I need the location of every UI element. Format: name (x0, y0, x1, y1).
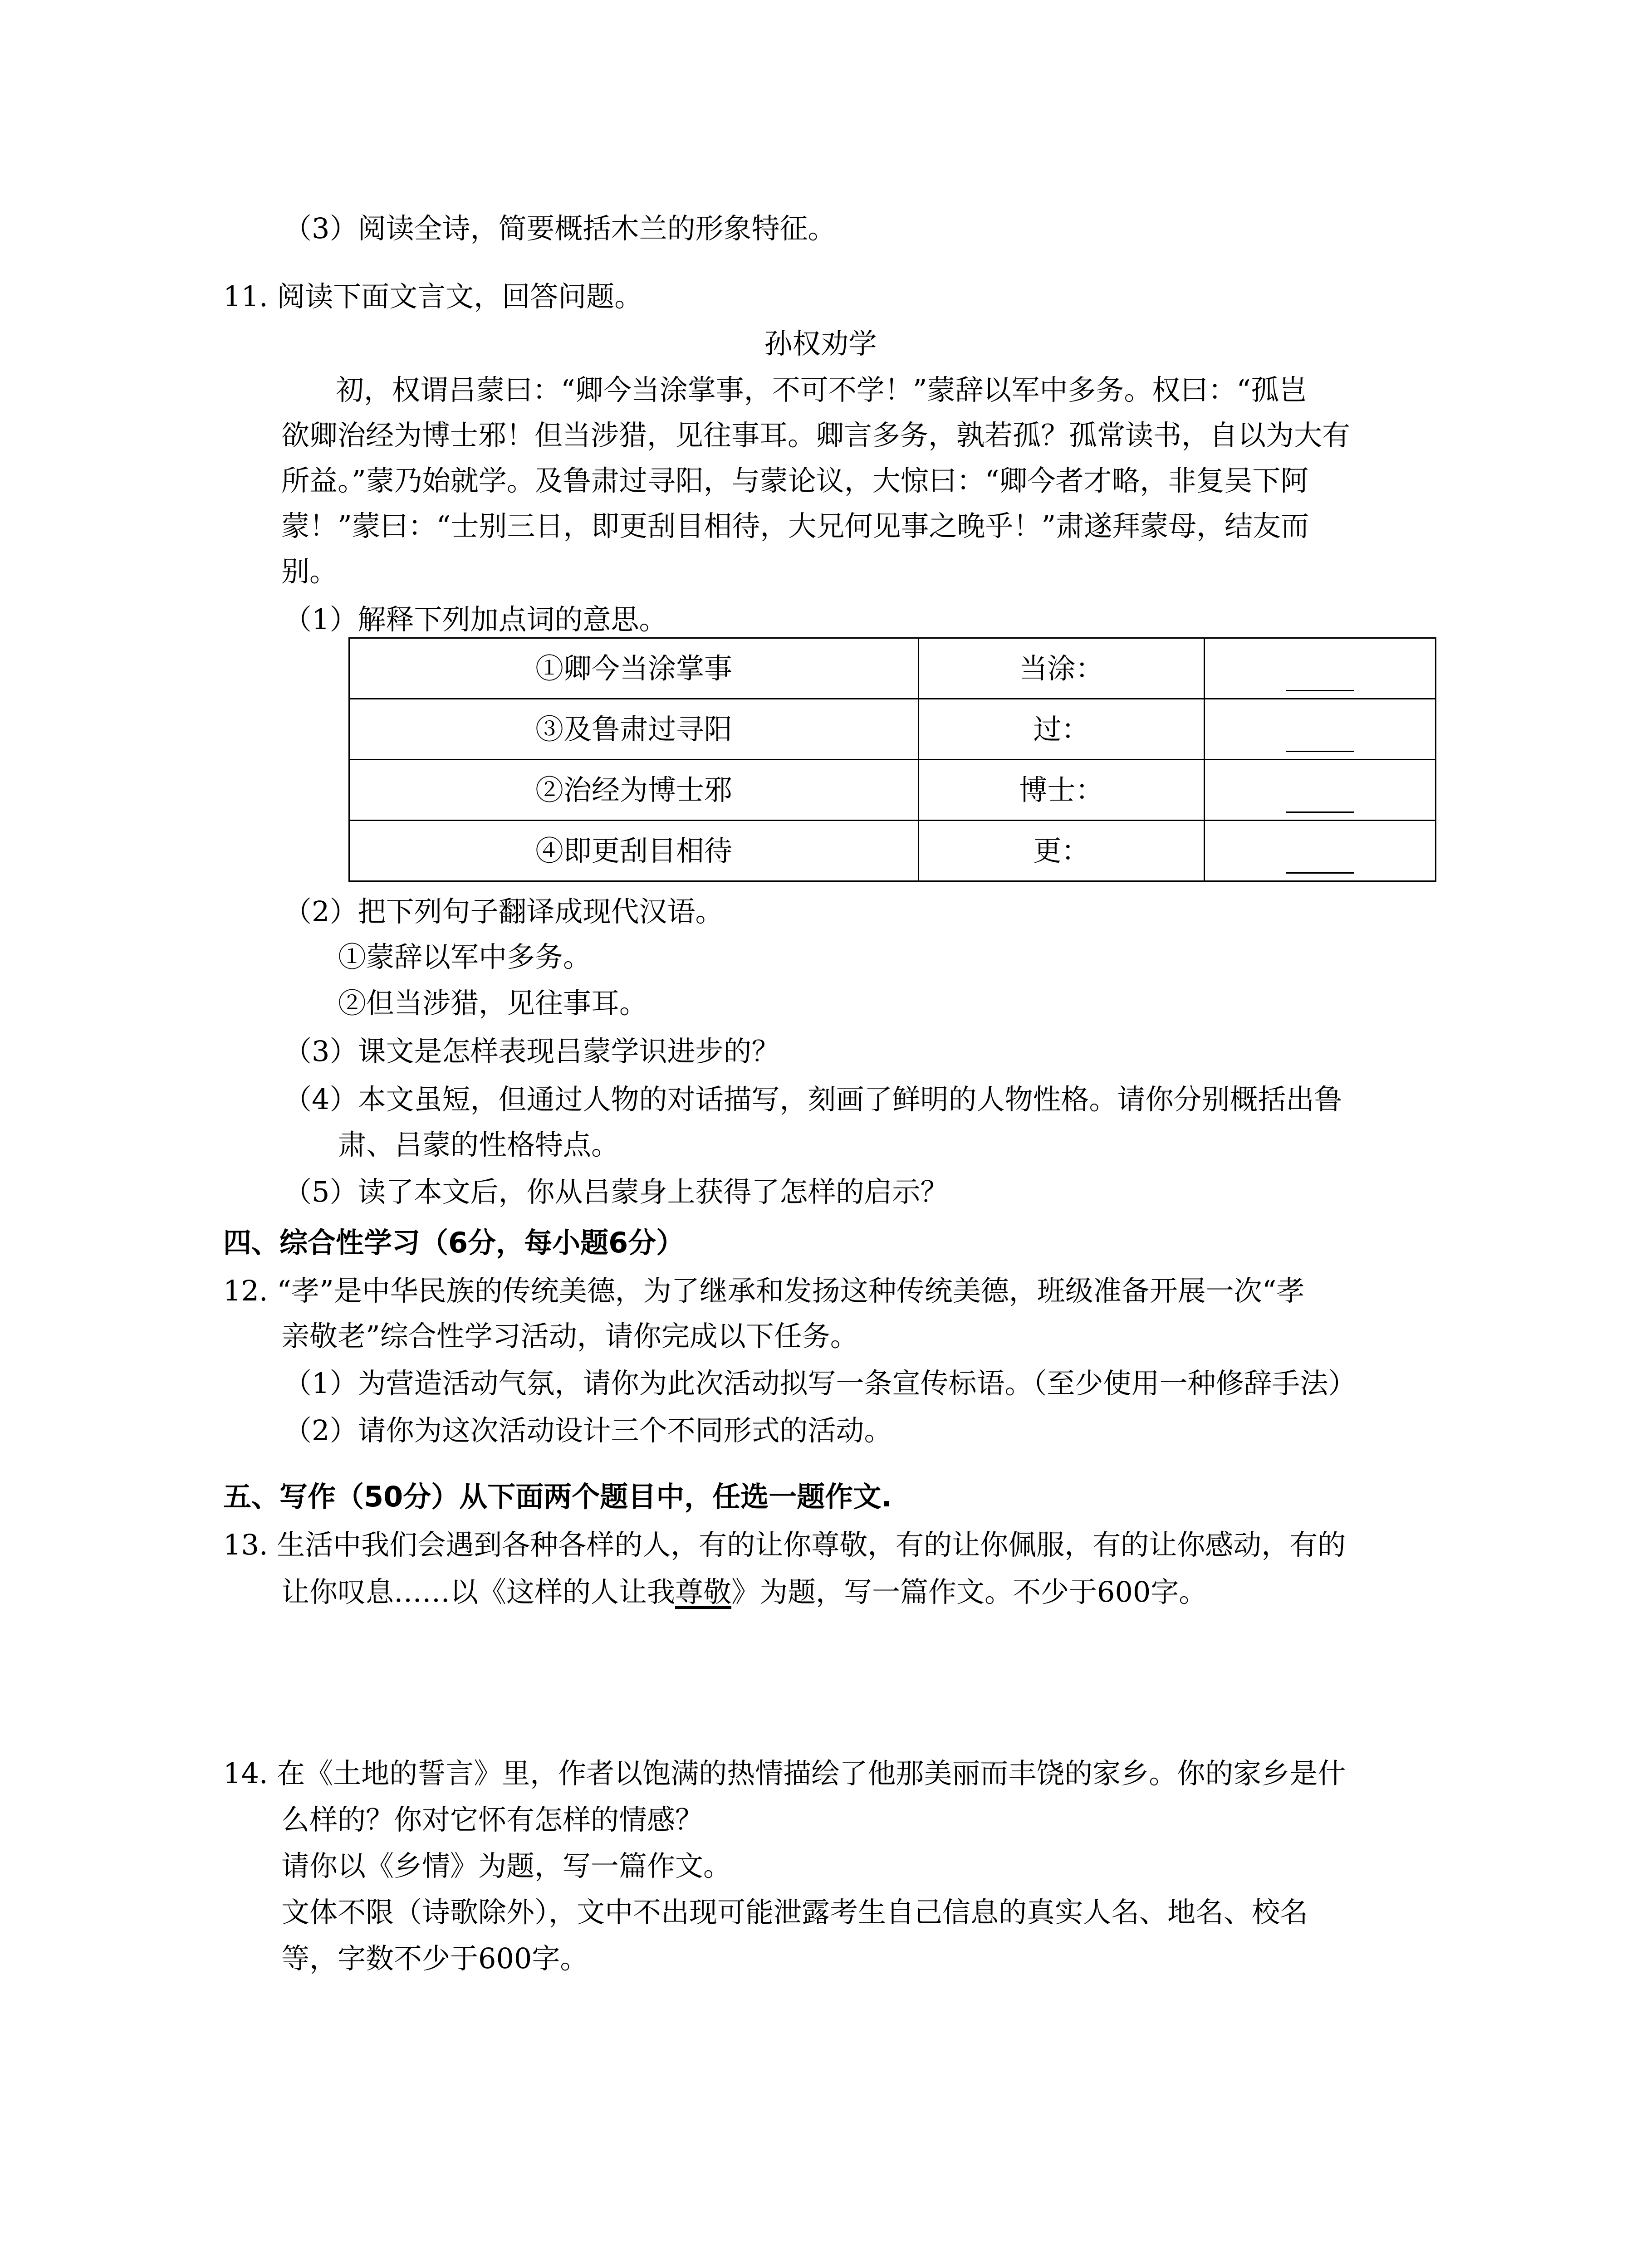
q13-stem: 13. 生活中我们会遇到各种各样的人，有的让你尊敬，有的让你佩服，有的让你感动，有的 (223, 1528, 1346, 1561)
table-cell-sentence: ①卿今当涂掌事 (349, 638, 919, 699)
answer-blank-cell[interactable] (1205, 760, 1436, 821)
q11-sub2-item: ②但当涉猎，见往事耳。 (338, 987, 648, 1020)
q12-stem-cont: 亲敬老”综合性学习活动，请你完成以下任务。 (281, 1320, 858, 1353)
passage-line: 蒙！”蒙曰：“士别三日，即更刮目相待，大兄何见事之晚乎！”肃遂拜蒙母，结友而 (281, 509, 1309, 543)
passage-line: 初，权谓吕蒙曰：“卿今当涂掌事，不可不学！”蒙辞以军中多务。权曰：“孤岂 (336, 373, 1308, 406)
table-cell-word: 过： (919, 699, 1205, 760)
section-4-heading: 四、综合性学习（6分，每小题6分） (223, 1226, 685, 1259)
q12-stem: 12. “孝”是中华民族的传统美德，为了继承和发扬这种传统美德，班级准备开展一次“孝 (223, 1274, 1305, 1307)
table-cell-sentence: ②治经为博士邪 (349, 760, 919, 821)
q11-stem: 11. 阅读下面文言文，回答问题。 (223, 280, 643, 313)
answer-blank[interactable] (1286, 854, 1354, 874)
q14-stem-cont: 么样的？你对它怀有怎样的情感？ (281, 1803, 704, 1836)
q11-sub3: （3）课文是怎样表现吕蒙学识进步的？ (284, 1035, 780, 1068)
q11-sub4-cont: 肃、吕蒙的性格特点。 (338, 1128, 620, 1161)
passage-line: 欲卿治经为博士邪！但当涉猎，见往事耳。卿言多务，孰若孤？孤常读书，自以为大有 (281, 419, 1351, 452)
q13-text: 让你叹息……以《这样的人让我 (281, 1575, 676, 1608)
q14-stem: 14. 在《土地的誓言》里，作者以饱满的热情描绘了他那美丽而丰饶的家乡。你的家乡是什 (223, 1757, 1346, 1790)
answer-blank-cell[interactable] (1205, 638, 1436, 699)
table-row (349, 699, 1436, 760)
page-number (0, 2266, 1641, 2268)
q12-sub2: （2）请你为这次活动设计三个不同形式的活动。 (284, 1414, 892, 1447)
vocab-table (348, 637, 1436, 882)
passage-line: 所益。”蒙乃始就学。及鲁肃过寻阳，与蒙论议，大惊曰：“卿今者才略，非复吴下阿 (281, 464, 1309, 497)
q14-requirement: 文体不限（诗歌除外），文中不出现可能泄露考生自己信息的真实人名、地名、校名 (281, 1896, 1308, 1929)
q14-instruction: 请你以《乡情》为题，写一篇作文。 (281, 1849, 732, 1882)
passage-title: 孙权劝学 (764, 327, 877, 360)
q12-sub1: （1）为营造活动气氛，请你为此次活动拟写一条宣传标语。（至少使用一种修辞手法） (284, 1367, 1357, 1400)
q11-sub2: （2）把下列句子翻译成现代汉语。 (284, 895, 724, 928)
answer-blank[interactable] (1286, 733, 1354, 752)
q14-requirement-cont: 等，字数不少于600字。 (281, 1942, 588, 1975)
q13-underlined-word: 尊敬 (675, 1575, 732, 1608)
answer-blank[interactable] (1286, 793, 1354, 813)
table-row (349, 821, 1436, 881)
q11-sub2-item: ①蒙辞以军中多务。 (338, 940, 592, 973)
table-cell-word: 当涂： (919, 638, 1205, 699)
table-cell-sentence: ④即更刮目相待 (349, 821, 919, 881)
table-row (349, 638, 1436, 699)
q10-item-3: （3）阅读全诗，简要概括木兰的形象特征。 (284, 212, 836, 245)
passage-line: 别。 (281, 555, 338, 588)
q11-sub4: （4）本文虽短，但通过人物的对话描写，刻画了鲜明的人物性格。请你分别概括出鲁 (284, 1083, 1342, 1116)
answer-blank-cell[interactable] (1205, 821, 1436, 881)
table-cell-sentence: ③及鲁肃过寻阳 (349, 699, 919, 760)
section-5-heading: 五、写作（50分）从下面两个题目中，任选一题作文. (223, 1480, 892, 1513)
q11-sub5: （5）读了本文后，你从吕蒙身上获得了怎样的启示？ (284, 1175, 949, 1208)
table-row (349, 760, 1436, 821)
answer-blank[interactable] (1286, 672, 1354, 691)
q13-stem-cont (281, 1569, 1207, 1615)
answer-blank-cell[interactable] (1205, 699, 1436, 760)
table-cell-word: 博士： (919, 760, 1205, 821)
q11-sub1: （1）解释下列加点词的意思。 (284, 603, 667, 636)
table-cell-word: 更： (919, 821, 1205, 881)
q13-text: 》为题，写一篇作文。不少于600字。 (731, 1575, 1207, 1608)
